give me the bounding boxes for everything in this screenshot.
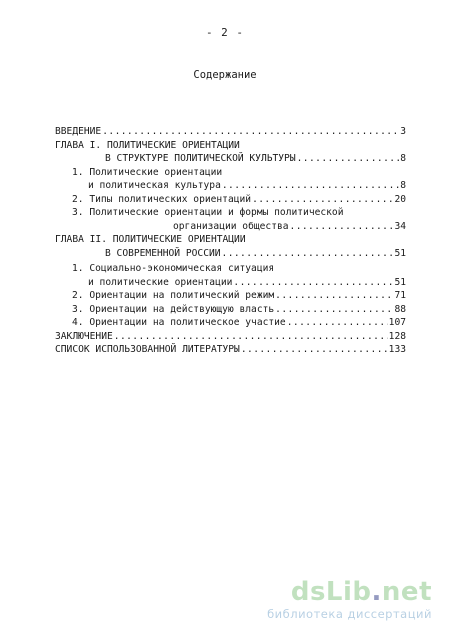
toc-entry-2-2[interactable] xyxy=(55,289,406,303)
toc-entry-label: 4. Ориентации на политическое участие xyxy=(72,317,286,328)
toc-entry-label: В СОВРЕМЕННОЙ РОССИИ xyxy=(105,247,221,259)
toc-entry-label: 3. Политические ориентации и формы политической xyxy=(72,207,344,218)
toc-entry-label: и политическая культура xyxy=(88,180,221,191)
dot-leader xyxy=(275,303,393,317)
toc-page-number: 51 xyxy=(394,247,406,259)
toc-entry-label: ГЛАВА II. ПОЛИТИЧЕСКИЕ ОРИЕНТАЦИИ xyxy=(55,234,246,245)
toc-entry-chapter-1[interactable] xyxy=(55,152,406,166)
logo-dot: . xyxy=(371,577,382,607)
toc-page-number: 128 xyxy=(388,330,406,342)
page-number: - 2 - xyxy=(205,26,245,39)
toc-entry-1-1[interactable] xyxy=(55,179,406,193)
toc-page-number: 20 xyxy=(394,193,406,205)
toc-entry-2-1-line-1[interactable] xyxy=(55,262,406,276)
toc-page-number: 8 xyxy=(400,153,406,164)
toc-entry-introduction[interactable] xyxy=(55,125,406,139)
toc-title: Содержание xyxy=(193,69,257,81)
dot-leader xyxy=(275,289,393,303)
toc-page-number: 107 xyxy=(388,317,406,328)
toc-entry-label: организации общества xyxy=(173,220,289,232)
toc-entry-label: 2. Типы политических ориентаций xyxy=(72,193,252,205)
toc-entry-1-2[interactable] xyxy=(55,193,406,207)
site-watermark xyxy=(267,579,432,621)
toc-page-number: 71 xyxy=(394,290,406,301)
toc-page-number: 3 xyxy=(400,126,406,137)
toc-entry-2-1[interactable] xyxy=(55,276,406,290)
toc-page-number: 8 xyxy=(400,180,406,191)
dot-leader xyxy=(102,125,399,139)
dot-leader xyxy=(233,276,393,290)
toc-entry-conclusion[interactable] xyxy=(55,330,406,344)
logo-main: dsLib xyxy=(290,577,372,607)
dot-leader xyxy=(297,152,400,166)
toc-entry-label: и политические ориентации xyxy=(88,276,233,288)
dot-leader xyxy=(222,247,394,261)
toc-entry-chapter-1-line-1[interactable] xyxy=(55,139,406,153)
dot-leader xyxy=(287,316,388,330)
watermark-subtitle: библиотека диссертаций xyxy=(267,607,432,621)
toc-page-number: 133 xyxy=(388,344,406,355)
toc-page-number: 51 xyxy=(394,276,406,288)
toc-entry-label: СПИСОК ИСПОЛЬЗОВАННОЙ ЛИТЕРАТУРЫ xyxy=(55,344,240,355)
toc-entry-2-4[interactable] xyxy=(55,316,406,330)
toc-entry-1-3[interactable] xyxy=(55,220,406,234)
toc-entry-1-1-line-1[interactable] xyxy=(55,166,406,180)
toc-entry-label: ГЛАВА I. ПОЛИТИЧЕСКИЕ ОРИЕНТАЦИИ xyxy=(55,139,240,151)
toc-entry-label: 1. Социально-экономическая ситуация xyxy=(72,263,275,274)
dot-leader xyxy=(241,343,388,357)
toc-entry-label: В СТРУКТУРЕ ПОЛИТИЧЕСКОЙ КУЛЬТУРЫ xyxy=(105,153,296,164)
site-logo xyxy=(267,579,432,605)
toc-entry-1-3-line-1[interactable] xyxy=(55,206,406,220)
toc-entry-label: 2. Ориентации на политический режим xyxy=(72,290,275,301)
toc-entry-2-3[interactable] xyxy=(55,303,406,317)
toc-entry-chapter-2-line-1[interactable] xyxy=(55,233,406,247)
table-of-contents xyxy=(55,125,406,357)
toc-entry-references[interactable] xyxy=(55,343,406,357)
toc-entry-label: 3. Ориентации на действующую власть xyxy=(72,303,275,315)
logo-tld: net xyxy=(381,577,432,607)
toc-entry-label: 1. Политические ориентации xyxy=(72,166,223,178)
toc-entry-label: ЗАКЛЮЧЕНИЕ xyxy=(55,330,113,342)
dot-leader xyxy=(252,193,393,207)
dot-leader xyxy=(290,220,394,234)
toc-page-number: 88 xyxy=(394,303,406,315)
toc-entry-chapter-2[interactable] xyxy=(55,247,406,261)
toc-page-number: 34 xyxy=(394,220,406,232)
dot-leader xyxy=(114,330,388,344)
dot-leader xyxy=(222,179,399,193)
toc-entry-label: ВВЕДЕНИЕ xyxy=(55,126,102,137)
